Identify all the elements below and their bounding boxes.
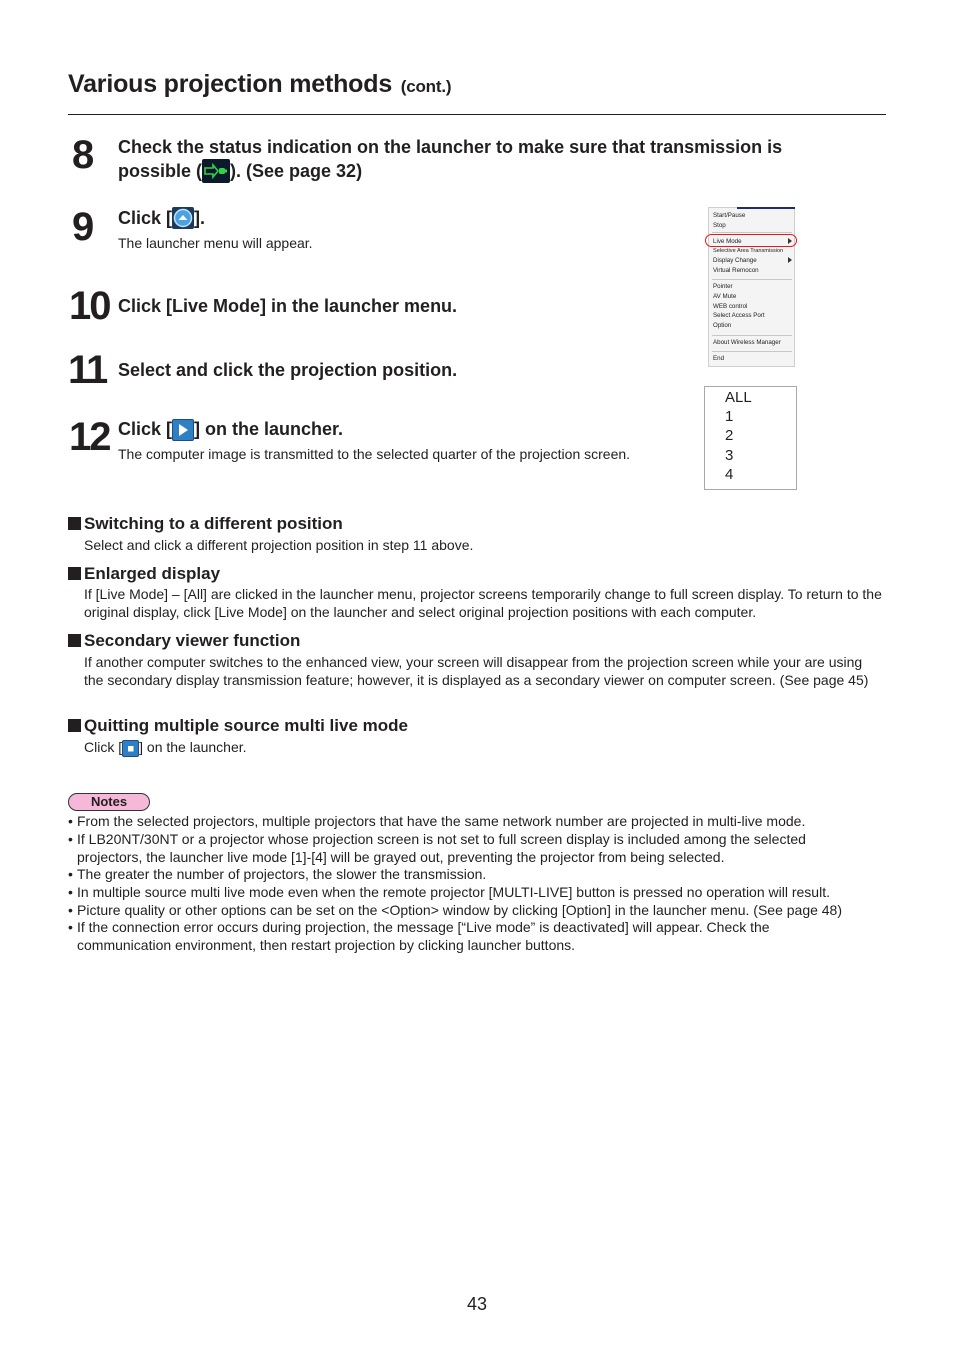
section-heading-text: Quitting multiple source multi live mode: [84, 716, 408, 735]
note-bullet: •: [68, 813, 73, 829]
section-body-switching: Select and click a different projection position in step 11 above.: [84, 537, 474, 553]
square-bullet-icon: [68, 567, 81, 580]
section-heading-text: Switching to a different position: [84, 514, 343, 533]
section-body-quitting: [84, 738, 247, 757]
position-option-all[interactable]: ALL: [725, 389, 752, 406]
menu-item-start-pause[interactable]: Start/Pause: [713, 212, 746, 219]
step-title-10: Click [Live Mode] in the launcher menu.: [118, 296, 458, 316]
step-title-11: Select and click the projection position.: [118, 360, 458, 380]
note-item: If LB20NT/30NT or a projector whose projection screen is not set to full screen display is included among the selected projectors, the launcher live mode [1]-[4] will be grayed out, preventing the projector from being selected.: [77, 831, 806, 865]
menu-item-virtual-remocon[interactable]: Virtual Remocon: [713, 267, 759, 274]
menu-item-av-mute[interactable]: AV Mute: [713, 293, 737, 300]
note-bullet: •: [68, 866, 73, 882]
step-title-8: [118, 136, 858, 183]
launcher-menu: [708, 207, 795, 367]
projection-position-list: [704, 386, 797, 490]
section-body-secondary: If another computer switches to the enhanced view, your screen will disappear from the projection screen while your are using the secondary display transmission feature; however, it is displayed as a secondary viewer on computer screen. (See page 45): [84, 654, 869, 688]
stop-icon: [122, 740, 139, 757]
menu-separator: [712, 232, 792, 233]
launcher-menu-titlebar: [737, 207, 795, 209]
step-9-text-end: ].: [194, 208, 206, 228]
square-bullet-icon: [68, 634, 81, 647]
menu-item-stop[interactable]: Stop: [713, 222, 726, 229]
notes-badge: Notes: [68, 793, 150, 811]
live-mode-highlight: [705, 234, 797, 247]
position-option-4[interactable]: 4: [725, 466, 734, 483]
menu-item-option[interactable]: Option: [713, 322, 732, 329]
menu-item-selective-area[interactable]: Selective Area Transmission: [713, 248, 784, 254]
square-bullet-icon: [68, 719, 81, 732]
step-title-9: [118, 207, 205, 230]
section-heading-text: Enlarged display: [84, 564, 221, 583]
note-bullet: •: [68, 902, 73, 918]
step-desc-12: The computer image is transmitted to the selected quarter of the projection screen.: [118, 446, 631, 462]
position-option-1[interactable]: 1: [725, 408, 734, 425]
step-number-10: 10: [69, 284, 110, 328]
quitting-text-end: ] on the launcher.: [139, 739, 247, 755]
note-bullet: •: [68, 884, 73, 900]
menu-item-select-access-port[interactable]: Select Access Port: [713, 312, 765, 319]
step-desc-9: The launcher menu will appear.: [118, 235, 313, 251]
menu-item-display-change[interactable]: Display Change: [713, 257, 757, 264]
note-item: From the selected projectors, multiple projectors that have the same network number are projected in multi-live mode.: [77, 813, 806, 829]
quitting-text-start: Click [: [84, 739, 123, 755]
page-number: 43: [466, 1294, 488, 1314]
step-8-text-start: Check the status indication on the launcher to make sure that transmission is possible (: [118, 137, 783, 181]
section-heading-quitting: [68, 716, 408, 736]
section-heading-switching: [68, 514, 343, 534]
step-title-12: [118, 418, 343, 441]
note-item: The greater the number of projectors, the slower the transmission.: [77, 866, 487, 882]
title-divider: [68, 114, 886, 115]
page-title: [68, 70, 451, 99]
note-item: In multiple source multi live mode even when the remote projector [MULTI-LIVE] button is pressed no operation will result.: [77, 884, 830, 900]
step-8-text-end: ). (See page 32): [230, 161, 363, 181]
menu-separator: [712, 351, 792, 352]
page-title-suffix: (cont.): [400, 77, 452, 96]
note-item: Picture quality or other options can be set on the <Option> window by clicking [Option] in the launcher menu. (See page 48): [77, 902, 843, 918]
launcher-menu-icon: [172, 207, 194, 229]
menu-item-pointer[interactable]: Pointer: [713, 283, 733, 290]
square-bullet-icon: [68, 517, 81, 530]
step-number-8: 8: [72, 133, 93, 177]
menu-item-about[interactable]: About Wireless Manager: [713, 339, 781, 346]
section-heading-secondary: [68, 631, 300, 651]
step-number-12: 12: [69, 415, 110, 459]
position-option-3[interactable]: 3: [725, 447, 734, 464]
menu-item-end[interactable]: End: [713, 355, 725, 362]
section-heading-text: Secondary viewer function: [84, 631, 301, 650]
transmission-status-icon: [202, 159, 230, 183]
page-title-text: Various projection methods: [68, 70, 393, 98]
play-icon: [172, 419, 194, 441]
menu-item-web-control[interactable]: WEB control: [713, 303, 748, 310]
note-item: If the connection error occurs during projection, the message [“Live mode” is deactivated] will appear. Check the communication environment, then restart projection by clicking launcher buttons.: [77, 919, 770, 953]
step-number-9: 9: [72, 205, 93, 249]
step-12-text-end: ] on the launcher.: [194, 419, 344, 439]
menu-separator: [712, 335, 792, 336]
step-12-text-start: Click [: [118, 419, 173, 439]
menu-item-live-mode[interactable]: Live Mode: [713, 238, 742, 245]
menu-separator: [712, 279, 792, 280]
note-bullet: •: [68, 831, 73, 847]
section-body-enlarged: If [Live Mode] – [All] are clicked in the launcher menu, projector screens temporarily change to full screen display. To return to the original display, click [Live Mode] on the launcher and select original projection positions with each computer.: [84, 586, 882, 620]
section-heading-enlarged: [68, 564, 220, 584]
submenu-arrow-icon: [788, 257, 792, 263]
position-option-2[interactable]: 2: [725, 427, 734, 444]
step-9-text-start: Click [: [118, 208, 173, 228]
note-bullet: •: [68, 919, 73, 935]
step-number-11: 11: [68, 348, 107, 392]
